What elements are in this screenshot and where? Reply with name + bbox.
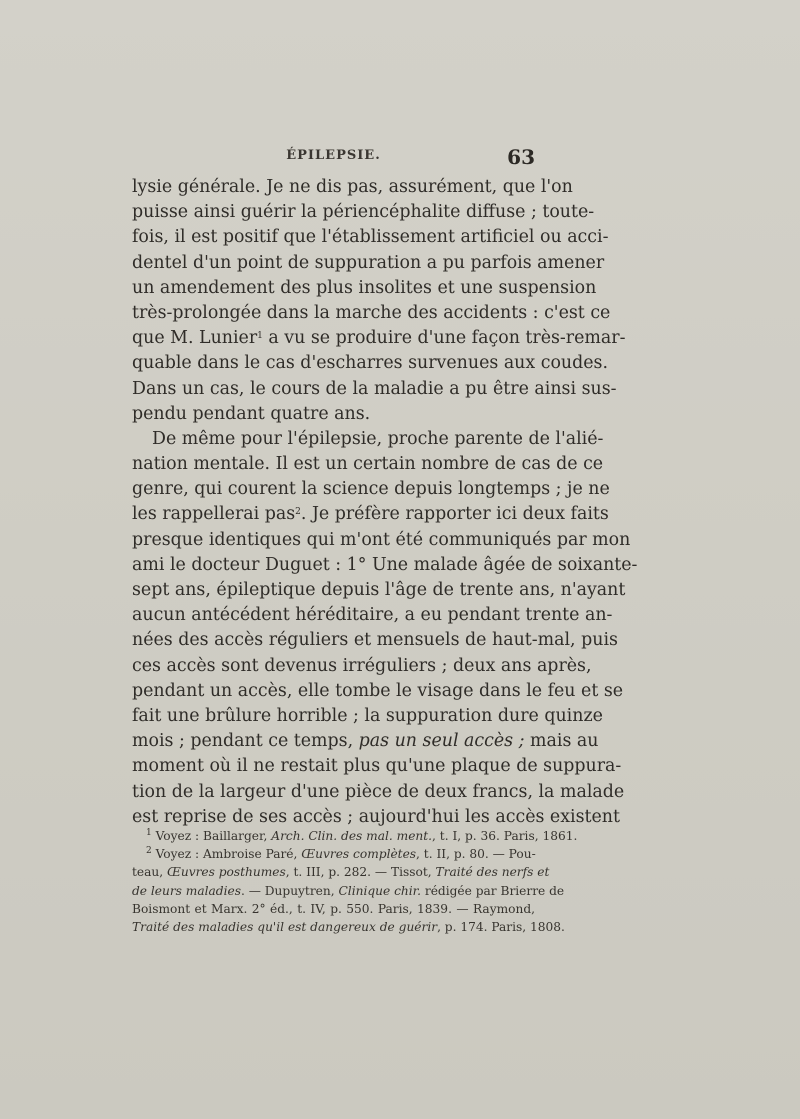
footnote-mark: 2: [146, 846, 152, 857]
italic-title: Clinique chir.: [338, 883, 422, 898]
footnotes: [132, 827, 578, 936]
italic-title: Œuvres complètes: [301, 847, 417, 862]
text-fragment: a vu se produire d'une façon très-remar-: [262, 328, 626, 349]
text-line: sept ans, épileptique depuis l'âge de trente ans, n'ayant: [132, 580, 626, 600]
page-header: [132, 145, 535, 172]
text-fragment: Voyez : Baillarger,: [151, 829, 272, 843]
text-fragment: Voyez : Ambroise Paré,: [151, 847, 302, 862]
footnote-line: [132, 918, 565, 936]
footnote-line: [132, 863, 550, 881]
text-line: De même pour l'épilepsie, proche parente de l'alié-: [152, 428, 604, 449]
footnote-2: [132, 845, 535, 863]
footnote-mark: 1: [146, 828, 152, 838]
italic-title: Arch. Clin. des mal. ment.: [271, 829, 433, 843]
text-line: est reprise de ses accès ; aujourd'hui les accès existent: [132, 806, 620, 827]
text-fragment: les rappellerai pas: [132, 504, 296, 525]
text-fragment: . Je préfère rapporter ici deux faits: [300, 504, 609, 525]
text-line: ces accès sont devenus irréguliers ; deux ans après,: [132, 655, 592, 676]
text-line: ami le docteur Duguet : 1° Une malade âgée de soixante-: [132, 554, 638, 575]
text-fragment: , t. II, p. 80. — Pou-: [416, 847, 536, 862]
footnote-line: [132, 882, 565, 900]
text-fragment: , t. I, p. 36. Paris, 1861.: [432, 829, 578, 843]
text-line: [132, 326, 626, 351]
text-line: quable dans le cas d'escharres survenues aux coudes.: [132, 353, 609, 374]
footnote-1: [132, 827, 578, 845]
text-line: nées des accès réguliers et mensuels de haut-mal, puis: [132, 630, 618, 651]
italic-title: Œuvres posthumes: [166, 865, 286, 880]
text-fragment: . — Dupuytren,: [240, 883, 339, 898]
running-title: ÉPILEPSIE.: [286, 148, 381, 163]
text-line: très-prolongée dans la marche des accidents : c'est ce: [132, 302, 611, 323]
text-line: pendant un accès, elle tombe le visage dans le feu et se: [132, 680, 624, 701]
text-fragment: mois ; pendant ce temps,: [132, 731, 359, 752]
text-line: un amendement des plus insolites et une suspension: [132, 277, 597, 298]
italic-title: Traité des maladies qu'il est dangereux de guérir: [132, 919, 438, 934]
text-fragment: mais au: [524, 731, 599, 752]
footnote-ref: 2: [295, 507, 301, 518]
italic-title: de leurs maladies: [132, 883, 241, 898]
footnote-ref: 1: [257, 331, 263, 342]
italic-title: Traité des nerfs et: [435, 865, 550, 880]
text-line: puisse ainsi guérir la périencéphalite diffuse ; toute-: [132, 202, 595, 223]
text-fragment: teau,: [132, 865, 167, 880]
text-line: tion de la largeur d'une pièce de deux francs, la malade: [132, 781, 625, 802]
text-line: presque identiques qui m'ont été communiqués par mon: [132, 529, 631, 550]
text-fragment: , t. III, p. 282. — Tissot,: [285, 865, 436, 880]
text-line: fois, il est positif que l'établissement artificiel ou acci-: [132, 227, 609, 248]
text-line: moment où il ne restait plus qu'une plaque de suppura-: [132, 756, 622, 777]
page-number: 63: [507, 145, 535, 169]
text-line: [132, 502, 609, 527]
text-line: fait une brûlure horrible ; la suppuration dure quinze: [132, 705, 603, 726]
body-text: [132, 175, 638, 830]
text-fragment: rédigée par Brierre de: [421, 883, 565, 898]
text-line: aucun antécédent héréditaire, a eu pendant trente an-: [132, 605, 613, 626]
text-fragment: que M. Lunier: [132, 328, 258, 349]
italic-phrase: pas un seul accès ;: [358, 731, 525, 752]
text-line: lysie générale. Je ne dis pas, assurément, que l'on: [132, 177, 573, 197]
text-fragment: , p. 174. Paris, 1808.: [437, 919, 565, 934]
text-line: genre, qui courent la science depuis longtemps ; je ne: [132, 479, 610, 500]
text-line: pendu pendant quatre ans.: [132, 403, 371, 424]
text-line: [132, 729, 599, 754]
text-line: dentel d'un point de suppuration a pu parfois amener: [132, 252, 605, 273]
text-line: nation mentale. Il est un certain nombre de cas de ce: [132, 454, 604, 475]
text-line: Dans un cas, le cours de la maladie a pu être ainsi sus-: [132, 378, 617, 399]
footnote-line: Boismont et Marx. 2° éd., t. IV, p. 550. Paris, 1839. — Raymond,: [132, 901, 535, 916]
